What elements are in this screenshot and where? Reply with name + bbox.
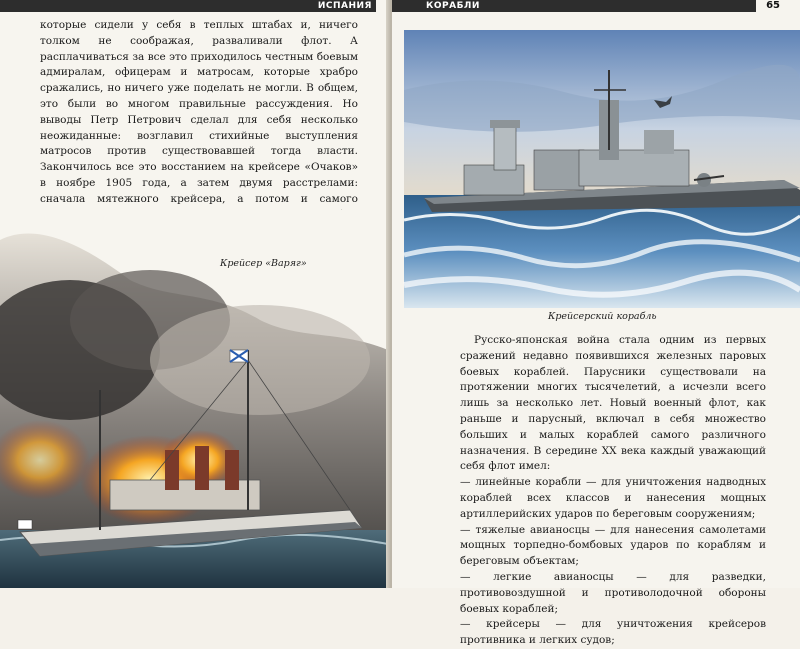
right-body-text bbox=[460, 333, 766, 649]
intro-paragraph: Русско-японская война стала одним из первых сражений недавно появившихся железных паровых боевых кораблей. Парусники существовали на протяжении многих тысячелетий, а исчезли всего лишь за несколько лет. Новый военный флот, как раньше и парусный, включал в себя множество больших и малых кораблей самого различного назначения. В середине XX века каждый уважающий себя флот имел: bbox=[460, 334, 766, 473]
list-item: — крейсеры — для уничтожения крейсеров противника и легких судов; bbox=[460, 618, 766, 647]
cruiser-caption: Крейсерский корабль bbox=[548, 311, 657, 322]
list-item: — тяжелые авианосцы — для нанесения самолетами мощных торпедно-бомбовых ударов по кораблям и береговым объектам; bbox=[460, 523, 766, 568]
varyag-caption: Крейсер «Варяг» bbox=[220, 258, 307, 269]
page-number: 65 bbox=[766, 0, 780, 11]
list-item: — линейные корабли — для уничтожения надводных кораблей всех классов и нанесения мощных артиллерийских ударов по береговым сооружениям; bbox=[460, 476, 766, 520]
left-running-header: ИСПАНИЯ bbox=[0, 0, 376, 12]
right-page bbox=[392, 0, 800, 647]
cruiser-illustration bbox=[404, 30, 800, 308]
left-page bbox=[0, 0, 388, 588]
right-running-header: КОРАБЛИ bbox=[392, 0, 756, 12]
varyag-illustration bbox=[0, 210, 388, 588]
list-item: — легкие авианосцы — для разведки, противовоздушной и противолодочной обороны боевых кораблей; bbox=[460, 570, 766, 615]
left-paragraph: которые сидели у себя в теплых штабах и, ничего толком не соображая, разваливали флот. А расплачиваться за все это приходилось честным боевым адмиралам, офицерам и матросам, которые храбро сражались, но ничего уже поделать не могли. В общем, это были во многом правильные рассуждения. Но выводы Петр Петрович сделал для себя несколько неожиданные: возглавил стихийные выступления матросов против существовавшей тогда власти. Закончилось все это восстанием на крейсере «Очаков» в ноябре 1905 года, а затем двумя расстрелами: сначала мятежного крейсера, а потом и самого bbox=[40, 19, 358, 205]
